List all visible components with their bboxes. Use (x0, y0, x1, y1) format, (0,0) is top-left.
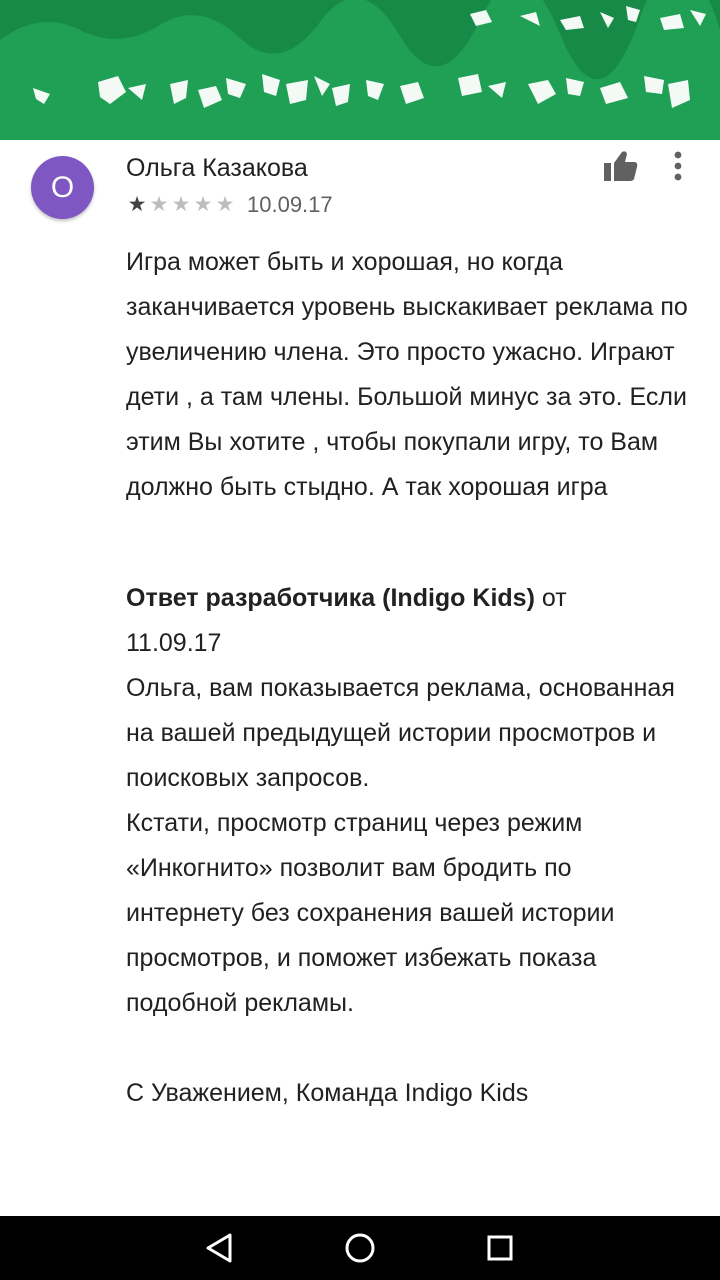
star-icon: ★ (149, 193, 169, 216)
back-triangle-icon (200, 1228, 240, 1268)
home-circle-icon (340, 1228, 380, 1268)
banner-graphic (0, 0, 720, 140)
system-navigation-bar (0, 1216, 720, 1280)
back-button[interactable] (200, 1228, 240, 1268)
reply-date: 11.09.17 (126, 629, 222, 657)
star-icon: ★ (171, 193, 191, 216)
star-icon: ★ (215, 193, 235, 216)
review-card (0, 140, 720, 1216)
reply-date-prefix: от (534, 584, 567, 612)
star-icon: ★ (127, 193, 147, 216)
app-header-banner (0, 0, 720, 140)
rating-row (126, 192, 333, 218)
star-icon: ★ (193, 193, 213, 216)
avatar: О (31, 156, 94, 219)
more-options-button[interactable] (664, 148, 692, 184)
home-button[interactable] (340, 1228, 380, 1268)
review-text: Игра может быть и хорошая, но когда заканчивается уровень выскакивает реклама по увеличению члена. Это просто ужасно. Играют дети , а там члены. Большой минус за это. Если этим Вы хотите , чтобы покупали игру, то Вам должно быть стыдно. А так хорошая игра (126, 248, 688, 501)
star-rating (126, 193, 236, 217)
reply-spacer (126, 1026, 696, 1071)
recents-square-icon (480, 1228, 520, 1268)
reply-header (126, 576, 696, 666)
reply-signature: С Уважением, Команда Indigo Kids (126, 1079, 529, 1107)
recents-button[interactable] (480, 1228, 520, 1268)
review-date: 10.09.17 (247, 192, 333, 217)
thumbs-up-icon (602, 148, 640, 184)
developer-name: Ответ разработчика (Indigo Kids) (126, 584, 535, 612)
more-vert-icon (664, 148, 692, 184)
developer-reply (126, 576, 696, 1116)
reply-paragraph: Кстати, просмотр страниц через режим «Инкогнито» позволит вам бродить по интернету без сохранения вашей истории просмотров, и поможет избежать показа подобной рекламы. (126, 809, 615, 1017)
helpful-button[interactable] (602, 148, 640, 184)
author-name: Ольга Казакова (126, 154, 308, 182)
reply-paragraph: Ольга, вам показывается реклама, основанная на вашей предыдущей истории просмотров и поисковых запросов. (126, 674, 675, 792)
